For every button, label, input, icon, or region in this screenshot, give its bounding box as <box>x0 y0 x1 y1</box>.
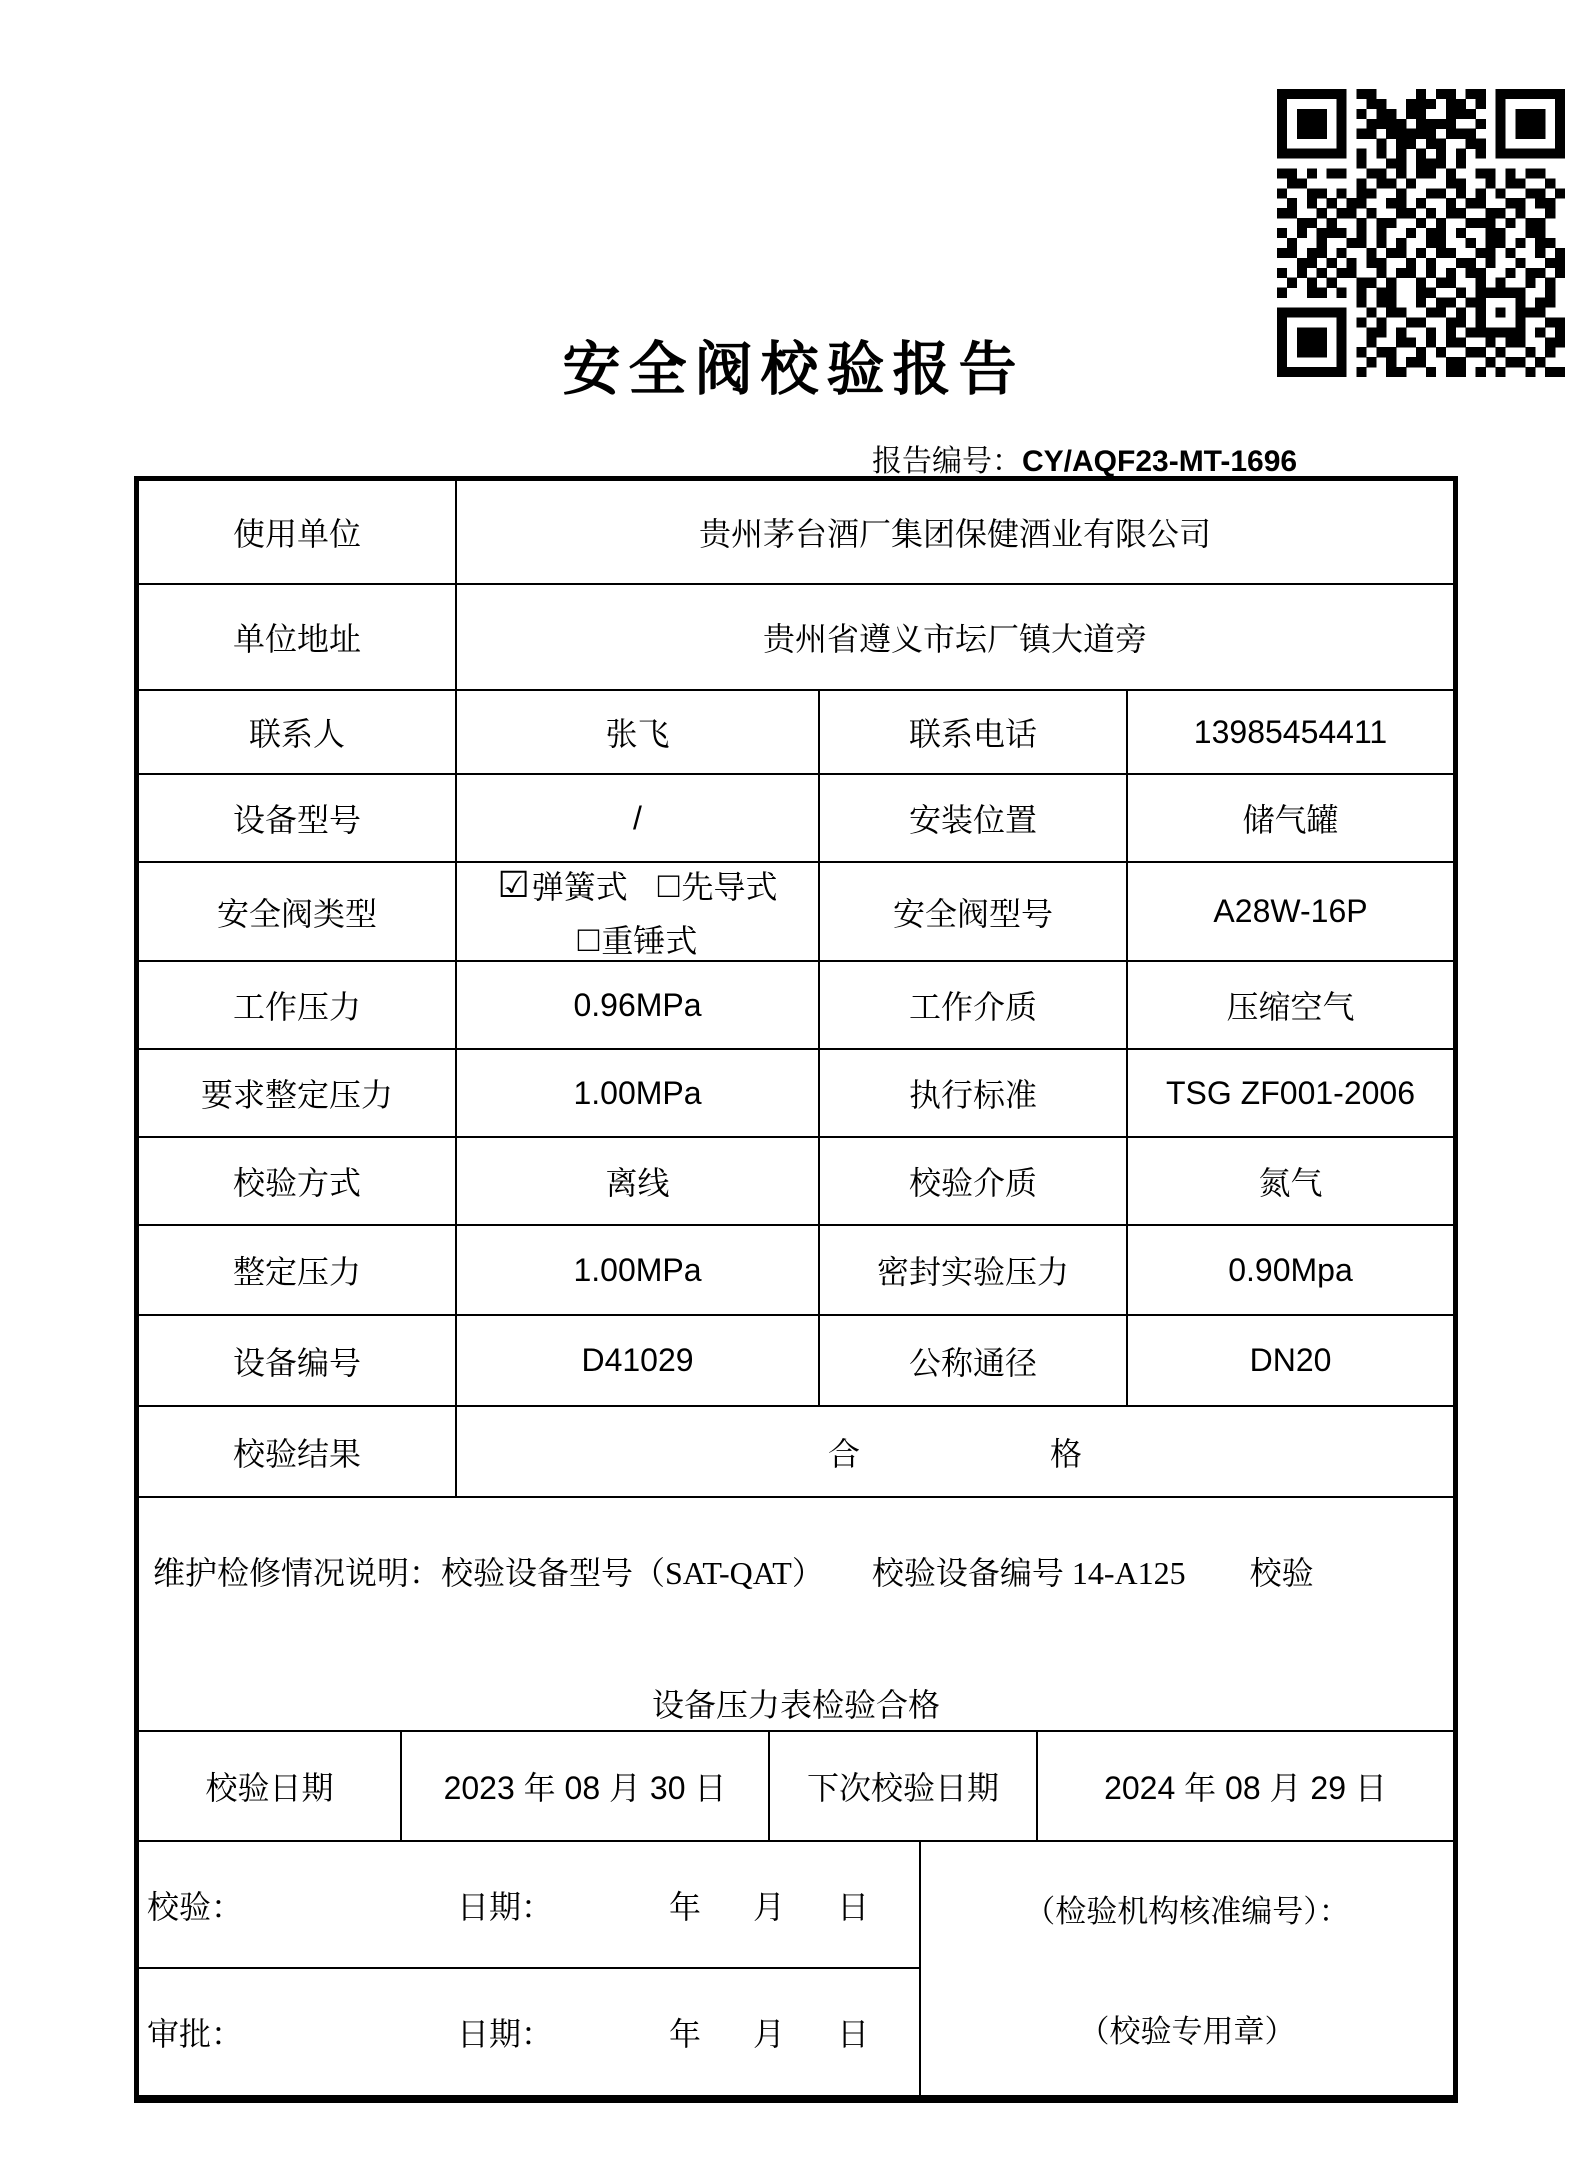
label-use-unit: 使用单位 <box>139 481 457 583</box>
value-test-medium: 氮气 <box>1258 1165 1323 1201</box>
value-contact-person: 张飞 <box>457 691 820 773</box>
label-test-medium: 校验介质 <box>820 1138 1128 1224</box>
value-result <box>457 1407 1453 1496</box>
row-maintenance <box>139 1498 1453 1732</box>
row-valve-type <box>139 863 1453 962</box>
row-contact <box>139 691 1453 775</box>
value-set-pressure: 1.00MPa <box>457 1226 820 1314</box>
result-char-right: 格 <box>1050 1435 1083 1472</box>
report-number-value: CY/AQF23-MT-1696 <box>1022 445 1298 478</box>
value-next-calibration-date: 2024 年 08 月 29 日 <box>1104 1770 1387 1806</box>
value-device-model: / <box>457 775 820 861</box>
value-nominal-diameter: DN20 <box>1249 1342 1332 1378</box>
page-title: 安全阀校验报告 <box>562 337 1025 402</box>
report-number-label: 报告编号： <box>872 445 1022 478</box>
checkbox-weight-type <box>578 916 698 961</box>
label-set-pressure: 整定压力 <box>139 1226 457 1314</box>
report-number-line <box>872 436 1297 480</box>
maintenance-line2: 设备压力表检验合格 <box>651 1687 940 1723</box>
checkbox-unchecked-icon: □ <box>577 918 600 959</box>
approve-day: 日 <box>837 2015 870 2052</box>
result-char-left: 合 <box>827 1435 860 1472</box>
checkbox-pilot-label: 先导式 <box>681 868 778 905</box>
label-calibration-date: 校验日期 <box>139 1732 402 1840</box>
row-use-unit <box>139 481 1453 585</box>
row-method <box>139 1138 1453 1226</box>
row-device-model <box>139 775 1453 863</box>
row-signatures <box>139 1842 1453 2095</box>
label-method: 校验方式 <box>139 1138 457 1224</box>
row-work-pressure <box>139 962 1453 1050</box>
row-address <box>139 585 1453 691</box>
row-required-set-pressure <box>139 1050 1453 1138</box>
value-required-set-pressure: 1.00MPa <box>457 1050 820 1136</box>
label-valve-type: 安全阀类型 <box>139 863 457 960</box>
verify-label: 校验： <box>147 1889 244 1925</box>
value-install-location: 储气罐 <box>1242 802 1339 838</box>
verify-sign-row <box>139 1843 919 1969</box>
approve-month: 月 <box>753 2015 786 2052</box>
stamp-approval-no: （检验机构核准编号）： <box>1024 1894 1350 1929</box>
value-method: 离线 <box>457 1138 820 1224</box>
valve-type-line2 <box>578 916 698 961</box>
report-table <box>134 476 1458 2103</box>
checkbox-checked-icon: ☑ <box>497 864 530 905</box>
label-address: 单位地址 <box>139 585 457 689</box>
verify-year: 年 <box>669 1889 702 1925</box>
value-work-medium: 压缩空气 <box>1226 989 1355 1025</box>
approve-year: 年 <box>669 2015 702 2052</box>
label-contact-phone: 联系电话 <box>820 691 1128 773</box>
stamp-seal-label: （校验专用章） <box>1078 2014 1296 2049</box>
label-seal-test-pressure: 密封实验压力 <box>820 1226 1128 1314</box>
row-calibration-date <box>139 1732 1453 1842</box>
label-contact-person: 联系人 <box>139 691 457 773</box>
signature-block <box>139 1842 921 2095</box>
approve-label: 审批： <box>147 2015 244 2052</box>
valve-type-options <box>457 863 820 960</box>
verify-date-label: 日期： <box>457 1889 554 1925</box>
value-contact-phone: 13985454411 <box>1193 713 1388 750</box>
value-calibration-date: 2023 年 08 月 30 日 <box>402 1732 770 1840</box>
verify-day: 日 <box>837 1889 870 1925</box>
label-install-location: 安装位置 <box>820 775 1128 861</box>
row-device-no <box>139 1316 1453 1407</box>
verify-month: 月 <box>753 1889 786 1925</box>
stamp-area <box>921 1842 1453 2095</box>
label-work-medium: 工作介质 <box>820 962 1128 1048</box>
label-nominal-diameter: 公称通径 <box>820 1316 1128 1405</box>
checkbox-pilot-type <box>658 863 778 908</box>
checkbox-unchecked-icon: □ <box>657 864 680 905</box>
row-result <box>139 1407 1453 1498</box>
row-set-pressure <box>139 1226 1453 1316</box>
value-work-pressure: 0.96MPa <box>457 962 820 1048</box>
value-valve-model: A28W-16P <box>1213 893 1368 929</box>
value-device-no: D41029 <box>457 1316 820 1405</box>
label-required-set-pressure: 要求整定压力 <box>139 1050 457 1136</box>
label-device-model: 设备型号 <box>139 775 457 861</box>
maintenance-note <box>139 1498 1453 1730</box>
checkbox-spring-label: 弹簧式 <box>531 868 628 905</box>
value-use-unit: 贵州茅台酒厂集团保健酒业有限公司 <box>698 516 1211 552</box>
value-seal-test-pressure: 0.90Mpa <box>1228 1251 1353 1288</box>
checkbox-weight-label: 重锤式 <box>601 922 698 959</box>
valve-type-line1 <box>497 863 777 908</box>
label-standard: 执行标准 <box>820 1050 1128 1136</box>
value-standard: TSG ZF001-2006 <box>1166 1074 1415 1111</box>
label-next-calibration-date: 下次校验日期 <box>770 1732 1038 1840</box>
approve-date-label: 日期： <box>457 2015 554 2052</box>
label-work-pressure: 工作压力 <box>139 962 457 1048</box>
value-address: 贵州省遵义市坛厂镇大道旁 <box>762 621 1147 657</box>
checkbox-spring-type <box>497 863 627 908</box>
approve-sign-row <box>139 1969 919 2094</box>
maintenance-line1: 维护检修情况说明：校验设备型号（SAT-QAT） 校验设备编号 14-A125 校验 <box>153 1555 1314 1591</box>
label-result: 校验结果 <box>139 1407 457 1496</box>
label-valve-model: 安全阀型号 <box>820 863 1128 960</box>
label-device-no: 设备编号 <box>139 1316 457 1405</box>
